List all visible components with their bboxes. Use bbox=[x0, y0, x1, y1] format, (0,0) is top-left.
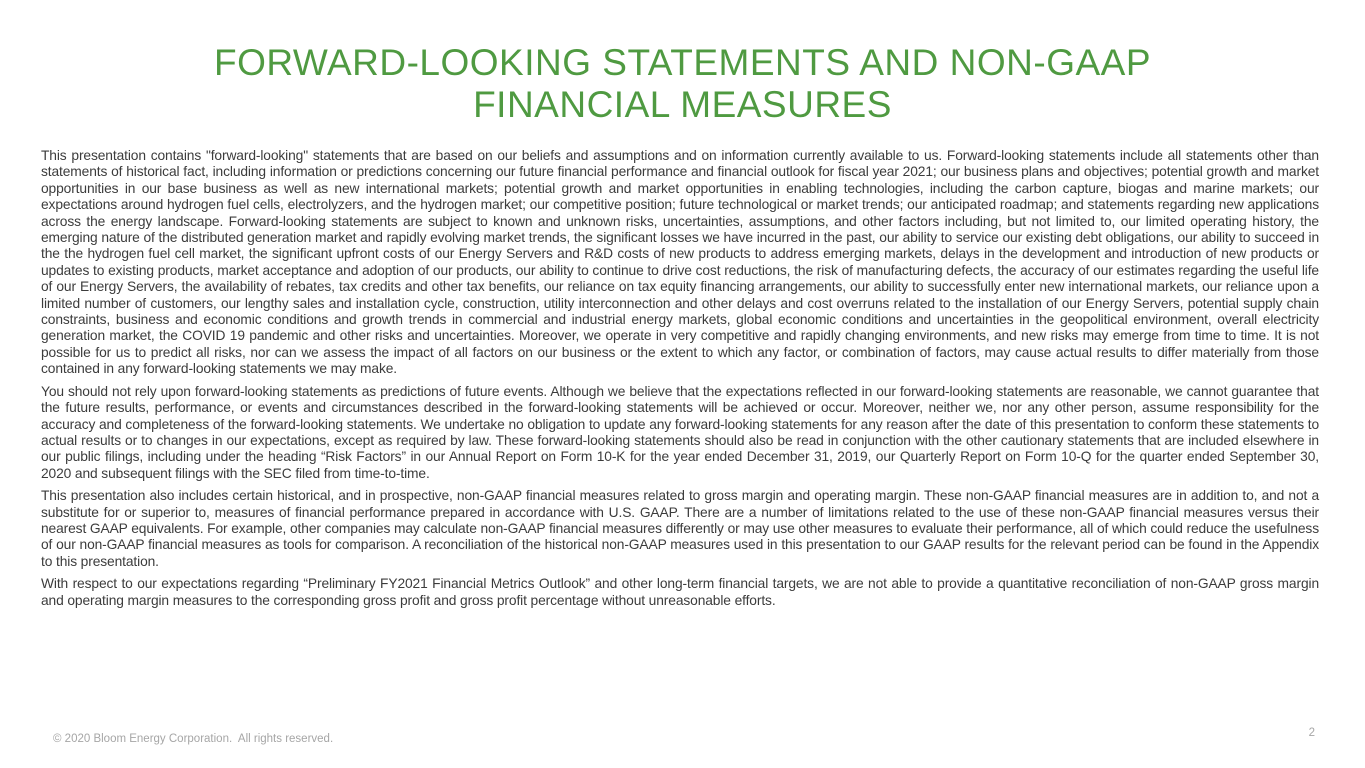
slide-body bbox=[41, 148, 1319, 615]
paragraph-non-gaap: This presentation also includes certain historical, and in prospective, non-GAAP financial measures related to gross margin and operating margin. These non-GAAP financial measures are in addition to, and not a substitute for or superior to, measures of financial performance prepared in accordance with U.S. GAAP. There are a number of limitations related to the use of these non-GAAP financial measures versus their nearest GAAP equivalents. For example, other companies may calculate non-GAAP financial measures differently or may use other measures to evaluate their performance, all of which could reduce the usefulness of our non-GAAP financial measures as tools for comparison. A reconciliation of the historical non-GAAP measures used in this presentation to our GAAP results for the relevant period can be found in the Appendix to this presentation. bbox=[41, 488, 1319, 569]
slide-title bbox=[80, 42, 1285, 126]
paragraph-reliance: You should not rely upon forward-looking statements as predictions of future events. Although we believe that the expectations reflected in our forward-looking statements are reasonable, we cannot guarantee that the future results, performance, or events and circumstances described in the forward-looking statements will be achieved or occur. Moreover, neither we, nor any other person, assume responsibility for the accuracy and completeness of the forward-looking statements. We undertake no obligation to update any forward-looking statements for any reason after the date of this presentation to conform these statements to actual results or to changes in our expectations, except as required by law. These forward-looking statements should also be read in conjunction with the other cautionary statements that are included elsewhere in our public filings, including under the heading “Risk Factors” in our Annual Report on Form 10-K for the year ended December 31, 2019, our Quarterly Report on Form 10-Q for the quarter ended September 30, 2020 and subsequent filings with the SEC filed from time-to-time. bbox=[41, 383, 1319, 481]
page-number: 2 bbox=[1308, 727, 1315, 739]
slide-title-line-2: FINANCIAL MEASURES bbox=[473, 84, 892, 125]
footer-copyright: © 2020 Bloom Energy Corporation. All rights reserved. bbox=[53, 733, 334, 745]
paragraph-forward-looking: This presentation contains "forward-looking" statements that are based on our beliefs and assumptions and on information currently available to us. Forward-looking statements include all statements other than statements of historical fact, including information or predictions concerning our future financial performance and financial outlook for fiscal year 2021; our business plans and objectives; potential growth and market opportunities in our base business as well as new international markets; potential growth and market opportunities in enabling technologies, including the carbon capture, biogas and marine markets; our expectations around hydrogen fuel cells, electrolyzers, and the hydrogen market; our competitive position; future technological or market trends; our anticipated roadmap; and statements regarding new applications across the energy landscape. Forward-looking statements are subject to known and unknown risks, uncertainties, assumptions, and other factors including, but not limited to, our limited operating history, the emerging nature of the distributed generation market and rapidly evolving market trends, the significant losses we have incurred in the past, our ability to service our existing debt obligations, our ability to succeed in the the hydrogen fuel cell market, the significant upfront costs of our Energy Servers and R&D costs of new products to address emerging markets, delays in the development and introduction of new products or updates to existing products, market acceptance and adoption of our products, our ability to continue to drive cost reductions, the risk of manufacturing defects, the accuracy of our estimates regarding the useful life of our Energy Servers, the availability of rebates, tax credits and other tax benefits, our reliance on tax equity financing arrangements, our ability to successfully enter new international markets, our reliance upon a limited number of customers, our lengthy sales and installation cycle, construction, utility interconnection and other delays and cost overruns related to the installation of our Energy Servers, potential supply chain constraints, business and economic conditions and growth trends in commercial and industrial energy markets, global economic conditions and uncertainties in the geopolitical environment, overall electricity generation market, the COVID 19 pandemic and other risks and uncertainties. Moreover, we operate in very competitive and rapidly changing environments, and new risks may emerge from time to time. It is not possible for us to predict all risks, nor can we assess the impact of all factors on our business or the extent to which any factor, or combination of factors, may cause actual results to differ materially from those contained in any forward-looking statements we may make. bbox=[41, 148, 1319, 377]
paragraph-reconciliation: With respect to our expectations regarding “Preliminary FY2021 Financial Metrics Outlook” and other long-term financial targets, we are not able to provide a quantitative reconciliation of non-GAAP gross margin and operating margin measures to the corresponding gross profit and gross profit percentage without unreasonable efforts. bbox=[41, 576, 1319, 608]
slide-title-line-1: FORWARD-LOOKING STATEMENTS AND NON-GAAP bbox=[213, 42, 1152, 83]
